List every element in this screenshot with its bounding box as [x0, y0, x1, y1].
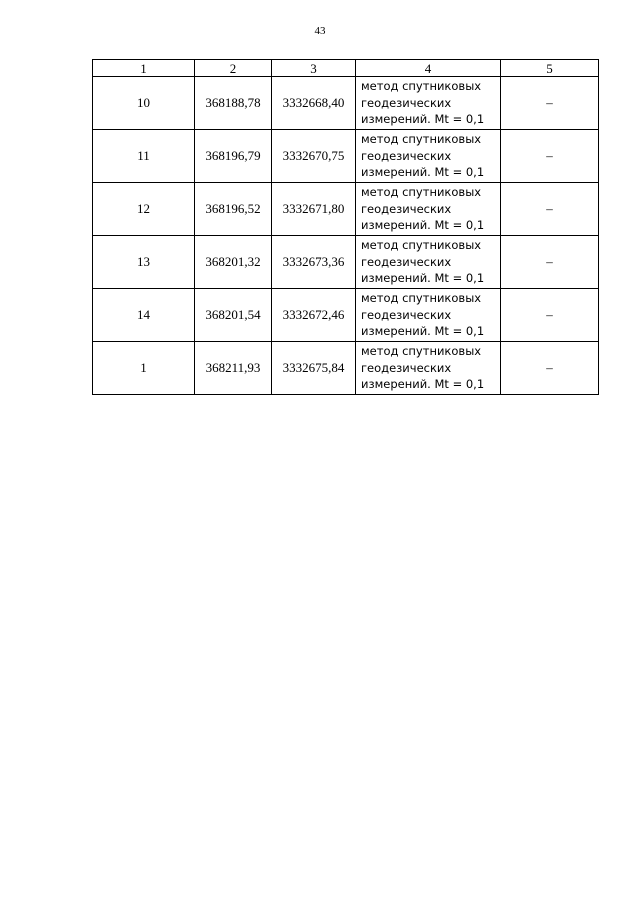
y-coordinate-cell: 3332672,46	[272, 289, 356, 342]
x-coordinate-cell: 368188,78	[195, 77, 272, 130]
coordinates-table	[92, 59, 599, 395]
note-cell: –	[501, 289, 599, 342]
x-coordinate-cell: 368196,52	[195, 183, 272, 236]
column-header-3: 3	[272, 60, 356, 77]
method-cell	[356, 130, 501, 183]
method-cell	[356, 289, 501, 342]
method-line: геодезических	[361, 307, 452, 322]
method-line: геодезических	[361, 95, 452, 110]
method-line: метод спутниковых	[361, 185, 482, 200]
table-row	[93, 342, 599, 395]
column-header-2: 2	[195, 60, 272, 77]
point-number-cell: 14	[93, 289, 195, 342]
table-row	[93, 183, 599, 236]
point-number-cell: 11	[93, 130, 195, 183]
method-cell	[356, 342, 501, 395]
x-coordinate-cell: 368201,54	[195, 289, 272, 342]
note-cell: –	[501, 130, 599, 183]
column-header-5: 5	[501, 60, 599, 77]
table-row	[93, 130, 599, 183]
method-line: геодезических	[361, 201, 452, 216]
y-coordinate-cell: 3332670,75	[272, 130, 356, 183]
method-line: геодезических	[361, 254, 452, 269]
x-coordinate-cell: 368201,32	[195, 236, 272, 289]
table-row	[93, 236, 599, 289]
point-number-cell: 12	[93, 183, 195, 236]
method-line: измерений. Mt = 0,1	[361, 218, 485, 233]
method-line: метод спутниковых	[361, 79, 482, 94]
table-row	[93, 77, 599, 130]
point-number-cell: 13	[93, 236, 195, 289]
method-cell	[356, 183, 501, 236]
method-line: метод спутниковых	[361, 132, 482, 147]
point-number-cell: 10	[93, 77, 195, 130]
table-header-row	[93, 60, 599, 77]
note-cell: –	[501, 77, 599, 130]
table-row	[93, 289, 599, 342]
method-line: геодезических	[361, 148, 452, 163]
point-number-cell: 1	[93, 342, 195, 395]
y-coordinate-cell: 3332668,40	[272, 77, 356, 130]
x-coordinate-cell: 368211,93	[195, 342, 272, 395]
method-cell	[356, 77, 501, 130]
note-cell: –	[501, 236, 599, 289]
y-coordinate-cell: 3332673,36	[272, 236, 356, 289]
method-line: измерений. Mt = 0,1	[361, 377, 485, 392]
method-line: геодезических	[361, 360, 452, 375]
y-coordinate-cell: 3332675,84	[272, 342, 356, 395]
x-coordinate-cell: 368196,79	[195, 130, 272, 183]
note-cell: –	[501, 342, 599, 395]
y-coordinate-cell: 3332671,80	[272, 183, 356, 236]
column-header-4: 4	[356, 60, 501, 77]
method-line: измерений. Mt = 0,1	[361, 165, 485, 180]
method-line: метод спутниковых	[361, 238, 482, 253]
method-cell	[356, 236, 501, 289]
method-line: метод спутниковых	[361, 291, 482, 306]
column-header-1: 1	[93, 60, 195, 77]
method-line: метод спутниковых	[361, 344, 482, 359]
method-line: измерений. Mt = 0,1	[361, 112, 485, 127]
page-number: 43	[314, 25, 326, 37]
note-cell: –	[501, 183, 599, 236]
method-line: измерений. Mt = 0,1	[361, 271, 485, 286]
method-line: измерений. Mt = 0,1	[361, 324, 485, 339]
